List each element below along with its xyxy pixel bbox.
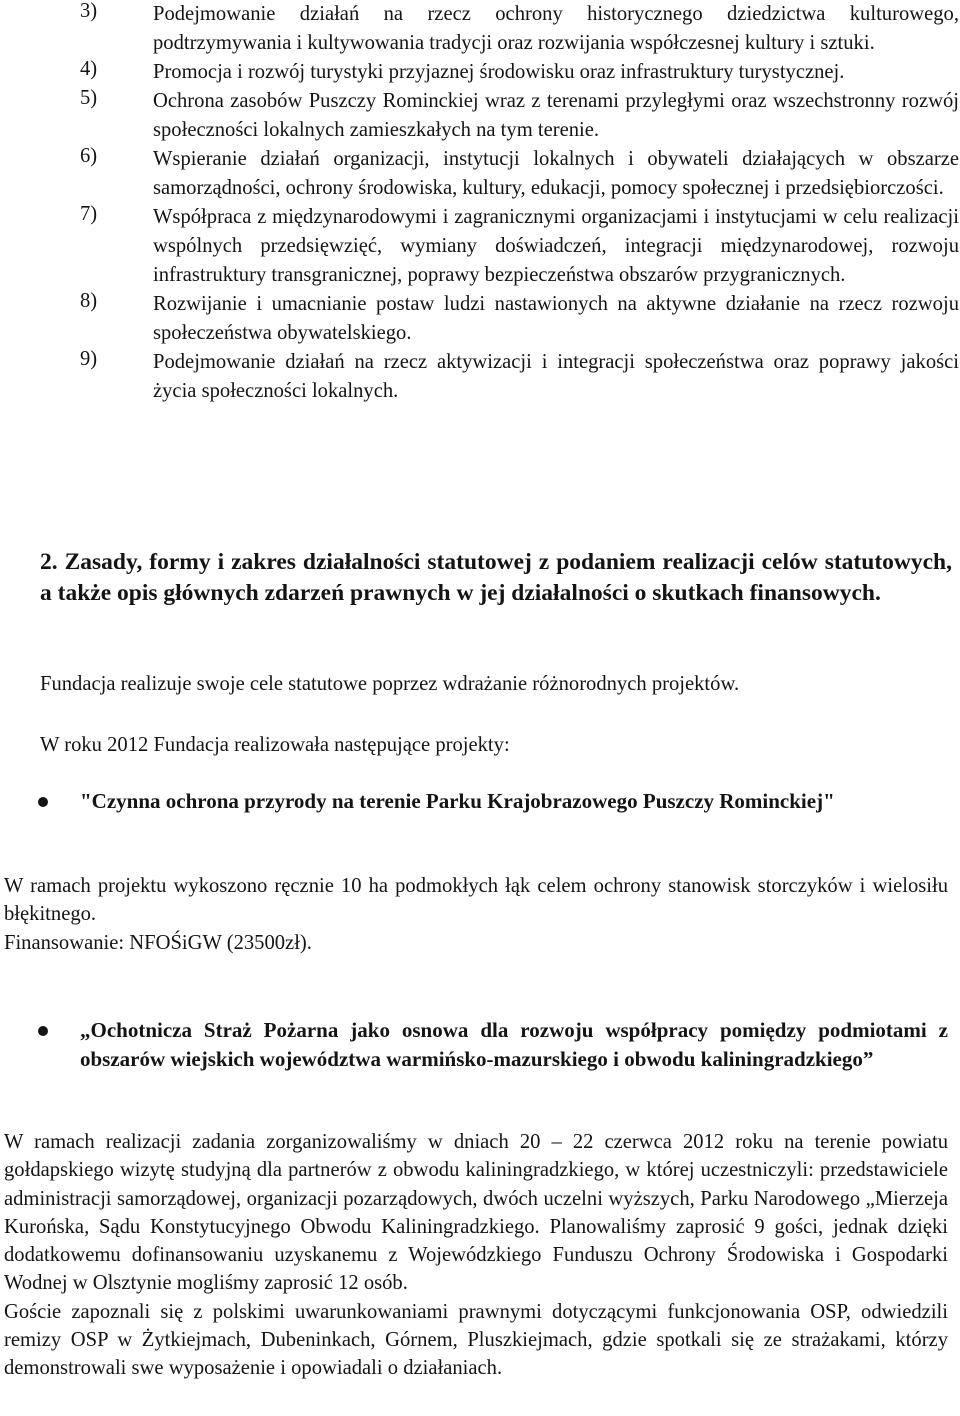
- list-item-text: Ochrona zasobów Puszczy Rominckiej wraz z terenami przyległymi oraz wszechstronny rozwój społeczności lokalnych zamieszkałych na tym terenie.: [153, 90, 959, 141]
- list-item: [0, 87, 960, 145]
- list-item-number: 6): [80, 145, 98, 167]
- description-paragraph: W ramach realizacji zadania zorganizowaliśmy w dniach 20 – 22 czerwca 2012 roku na terenie powiatu gołdapskiego wizytę studyjną dla partnerów z obwodu kaliningradzkiego, w której uczestniczyli: przedstawiciele administracji samorządowej, organizacji pozarządowych, dwóch uczelni wyższych, Parku Narodowego „Mierzeja Kurońska, Sądu Konstytucyjnego Obwodu Kaliningradzkiego. Planowaliśmy zaprosić 9 gości, jednak dzięki dodatkowemu dofinansowaniu uzyskanemu z Wojewódzkiego Funduszu Ochrony Środowiska i Gospodarki Wodnej w Olsztynie mogliśmy zaprosić 12 osób.: [4, 1131, 948, 1295]
- list-item-text: Podejmowanie działań na rzecz ochrony historycznego dziedzictwa kulturowego, podtrzymywania i kultywowania tradycji oraz rozwijania współczesnej kultury i sztuki.: [153, 3, 959, 54]
- intro-paragraph: Fundacja realizuje swoje cele statutowe poprzez wdrażanie różnorodnych projektów.: [40, 673, 740, 695]
- list-item-text: Podejmowanie działań na rzecz aktywizacji i integracji społeczeństwa oraz poprawy jakości życia społeczności lokalnych.: [153, 351, 959, 402]
- list-item-number: 3): [80, 0, 98, 22]
- project-title: "Czynna ochrona przyrody na terenie Parku Krajobrazowego Puszczy Rominckiej": [80, 789, 835, 813]
- list-item: [0, 203, 960, 290]
- list-item: [0, 0, 960, 58]
- project-item: [0, 787, 960, 816]
- projects-intro-paragraph: W roku 2012 Fundacja realizowała następujące projekty:: [40, 734, 510, 756]
- list-item-text: Wspieranie działań organizacji, instytucji lokalnych i obywateli działających w obszarze samorządności, ochrony środowiska, kultury, edukacji, pomocy społecznej i przedsiębiorczości.: [153, 148, 959, 199]
- list-item-number: 8): [80, 290, 98, 312]
- bullet-icon: [38, 1026, 48, 1036]
- list-item: [0, 348, 960, 406]
- list-item-text: Promocja i rozwój turystyki przyjaznej środowisku oraz infrastruktury turystycznej.: [153, 61, 845, 83]
- statutory-goals-list: [0, 0, 960, 406]
- list-item-text: Współpraca z międzynarodowymi i zagranicznymi organizacjami i instytucjami w celu realizacji wspólnych przedsięwzięć, wymiany doświadczeń, integracji międzynarodowej, rozwoju infrastruktury transgranicznej, poprawy bezpieczeństwa obszarów przygranicznych.: [153, 206, 959, 286]
- list-item-number: 9): [80, 348, 98, 370]
- project-item: [0, 1016, 960, 1074]
- section-heading: 2. Zasady, formy i zakres działalności statutowej z podaniem realizacji celów statutowych, a także opis głównych zdarzeń prawnych w jej działalności o skutkach finansowych.: [40, 549, 952, 606]
- description-paragraph: W ramach projektu wykoszono ręcznie 10 ha podmokłych łąk celem ochrony stanowisk storczyków i wielosiłu błękitnego.: [4, 875, 948, 926]
- description-paragraph: Goście zapoznali się z polskimi uwarunkowaniami prawnymi dotyczącymi funkcjonowania OSP, odwiedzili remizy OSP w Żytkiejmach, Dubeninkach, Górnem, Pluszkiejmach, gdzie spotkali się ze strażakami, którzy demonstrowali swe wyposażenie i opowiadali o działaniach.: [4, 1300, 948, 1380]
- financing-line: Finansowanie: NFOŚiGW (23500zł).: [4, 931, 312, 954]
- list-item-number: 5): [80, 87, 98, 109]
- project-title: „Ochotnicza Straż Pożarna jako osnowa dla rozwoju współpracy pomiędzy podmiotami z obszarów wiejskich województwa warmińsko-mazurskiego i obwodu kaliningradzkiego”: [80, 1018, 948, 1071]
- list-item-text: Rozwijanie i umacnianie postaw ludzi nastawionych na aktywne działanie na rzecz rozwoju społeczeństwa obywatelskiego.: [153, 293, 959, 344]
- list-item: [0, 290, 960, 348]
- list-item-number: 4): [80, 58, 98, 80]
- project-description: [4, 872, 948, 957]
- list-item: [0, 58, 960, 87]
- bullet-icon: [38, 797, 48, 807]
- list-item: [0, 145, 960, 203]
- list-item-number: 7): [80, 203, 98, 225]
- project-description: [4, 1128, 948, 1383]
